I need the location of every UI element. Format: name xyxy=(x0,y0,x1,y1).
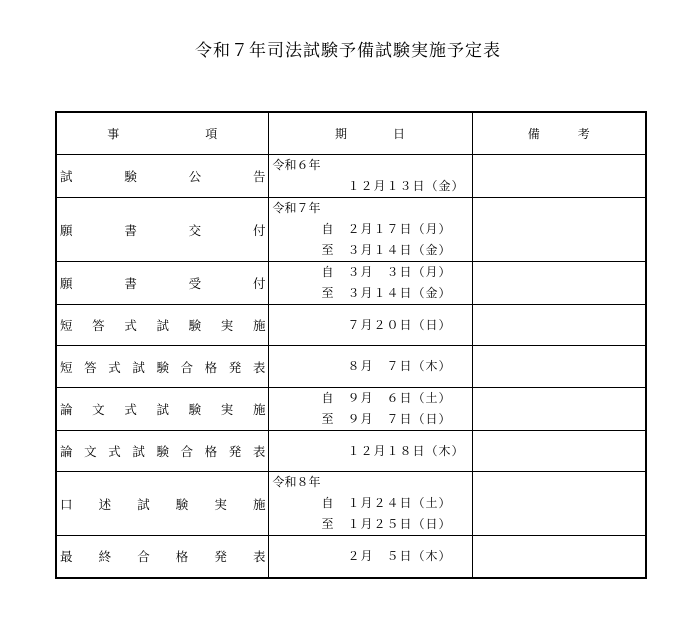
schedule-date-cell xyxy=(268,536,472,578)
date-value: １２月１８日（木） xyxy=(347,443,465,458)
date-prefix: 自 xyxy=(321,265,334,279)
date-prefix: 自 xyxy=(321,496,334,510)
schedule-date-cell xyxy=(268,388,472,431)
date-line xyxy=(273,240,468,261)
date-value: ９月 ６日（土） xyxy=(347,391,452,405)
schedule-item-label: 論 文 式 試 験 合 格 発 表 xyxy=(60,444,266,459)
table-row xyxy=(56,536,646,578)
schedule-date-cell xyxy=(268,346,472,388)
date-line xyxy=(273,409,468,430)
schedule-note-cell xyxy=(472,388,646,431)
date-line xyxy=(273,219,468,240)
date-line xyxy=(273,441,468,462)
schedule-item-cell xyxy=(56,198,268,262)
schedule-date-cell xyxy=(268,431,472,472)
schedule-item-label: 最 終 合 格 発 表 xyxy=(60,549,266,565)
schedule-note-cell xyxy=(472,262,646,305)
date-prefix: 自 xyxy=(321,222,334,236)
era-year: 令和７年 xyxy=(272,201,321,215)
schedule-table xyxy=(55,111,647,579)
schedule-item-label: 短 答 式 試 験 実 施 xyxy=(60,318,266,333)
date-value: ９月 ７日（日） xyxy=(347,412,452,426)
date-value: １月２４日（土） xyxy=(347,496,452,510)
schedule-item-label: 願 書 交 付 xyxy=(60,222,266,238)
header-item: 事 項 xyxy=(56,112,268,155)
table-row xyxy=(56,155,646,198)
schedule-note-cell xyxy=(472,198,646,262)
schedule-date-cell xyxy=(268,155,472,198)
date-prefix xyxy=(322,315,348,336)
date-prefix xyxy=(322,176,348,197)
date-line xyxy=(273,356,468,377)
date-prefix: 至 xyxy=(321,412,334,426)
table-row xyxy=(56,431,646,472)
table-row xyxy=(56,262,646,305)
date-line xyxy=(273,176,468,197)
date-value: １月２５日（日） xyxy=(347,517,452,531)
date-value: ３月 ３日（月） xyxy=(347,265,452,279)
schedule-note-cell xyxy=(472,536,646,578)
date-line xyxy=(273,262,468,283)
page-title: 令和７年司法試験予備試験実施予定表 xyxy=(195,41,501,61)
schedule-note-cell xyxy=(472,155,646,198)
date-line xyxy=(273,514,468,535)
schedule-note-cell xyxy=(472,305,646,346)
schedule-item-cell xyxy=(56,472,268,536)
schedule-item-cell xyxy=(56,536,268,578)
date-line xyxy=(273,388,468,409)
date-value: ２月１７日（月） xyxy=(347,222,452,236)
schedule-date-cell xyxy=(268,262,472,305)
schedule-item-label: 願 書 受 付 xyxy=(60,276,266,291)
schedule-note-cell xyxy=(472,431,646,472)
date-value: ２月 ５日（木） xyxy=(347,548,452,563)
schedule-note-cell xyxy=(472,472,646,536)
date-prefix xyxy=(322,441,348,462)
table-header-row xyxy=(56,112,646,155)
date-prefix xyxy=(322,546,348,567)
table-row xyxy=(56,472,646,536)
schedule-item-cell xyxy=(56,388,268,431)
date-prefix: 至 xyxy=(321,286,334,300)
table-row xyxy=(56,346,646,388)
schedule-item-label: 短 答 式 試 験 合 格 発 表 xyxy=(60,359,266,375)
schedule-rows xyxy=(56,155,646,578)
schedule-item-cell xyxy=(56,431,268,472)
date-value: １２月１３日（金） xyxy=(347,179,465,193)
schedule-item-cell xyxy=(56,346,268,388)
schedule-date-cell xyxy=(268,198,472,262)
header-date: 期 日 xyxy=(268,112,472,155)
date-value: ８月 ７日（木） xyxy=(347,359,452,373)
date-line xyxy=(273,283,468,304)
table-row xyxy=(56,305,646,346)
schedule-item-cell xyxy=(56,262,268,305)
schedule-date-cell xyxy=(268,472,472,536)
schedule-item-label: 試 験 公 告 xyxy=(60,169,266,184)
schedule-item-cell xyxy=(56,155,268,198)
date-line xyxy=(273,493,468,514)
schedule-date-cell xyxy=(268,305,472,346)
date-prefix: 至 xyxy=(321,243,334,257)
header-note: 備 考 xyxy=(472,112,646,155)
table-row xyxy=(56,198,646,262)
schedule-note-cell xyxy=(472,346,646,388)
schedule-item-cell xyxy=(56,305,268,346)
schedule-item-label: 論 文 式 試 験 実 施 xyxy=(60,402,266,417)
schedule-item-label: 口 述 試 験 実 施 xyxy=(60,496,266,512)
date-line xyxy=(273,546,468,567)
date-value: ３月１４日（金） xyxy=(347,243,452,257)
date-prefix: 至 xyxy=(321,517,334,531)
date-value: ７月２０日（日） xyxy=(347,317,452,332)
era-year: 令和８年 xyxy=(272,475,321,489)
date-line xyxy=(273,315,468,336)
table-row xyxy=(56,388,646,431)
date-value: ３月１４日（金） xyxy=(347,286,452,300)
date-prefix xyxy=(322,356,348,377)
date-prefix: 自 xyxy=(321,391,334,405)
era-year: 令和６年 xyxy=(272,158,321,172)
